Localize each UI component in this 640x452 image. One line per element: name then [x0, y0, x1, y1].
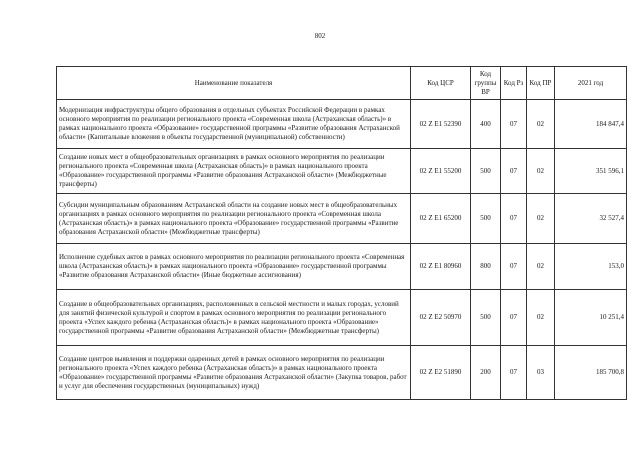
header-name: Наименование показателя	[57, 67, 411, 100]
row-pr: 02	[527, 244, 555, 290]
row-amount: 153,0	[555, 244, 627, 290]
row-csr: 02 Z E1 65200	[411, 194, 471, 244]
table-row	[57, 194, 627, 244]
row-pr: 02	[527, 100, 555, 149]
row-amount: 351 596,1	[555, 149, 627, 194]
row-rz: 07	[501, 290, 527, 346]
page-number: 802	[314, 32, 326, 40]
row-csr: 02 Z E1 55200	[411, 149, 471, 194]
row-csr: 02 Z E2 50970	[411, 290, 471, 346]
row-vr: 800	[471, 244, 501, 290]
row-rz: 07	[501, 194, 527, 244]
row-vr: 500	[471, 290, 501, 346]
row-csr: 02 Z E2 51890	[411, 346, 471, 400]
header-csr: Код ЦСР	[411, 67, 471, 100]
table-row	[57, 244, 627, 290]
row-name: Исполнение судебных актов в рамках основного мероприятия по реализации регионального проекта «Современная школа (Астраханская область)» в рамках национального проекта «Образование» государственной программы «Развитие образования Астраханской области» (Иные бюджетные ассигнования)	[57, 244, 411, 290]
row-name: Субсидии муниципальным образованиям Астраханской области на создание новых мест в общеобразовательных организациях в рамках основного мероприятия по реализации регионального проекта «Современная школа (Астраханская область)» в рамках национального проекта «Образование» государственной программы «Развитие образования Астраханской области» (Межбюджетные трансферты)	[57, 194, 411, 244]
row-vr: 500	[471, 149, 501, 194]
row-rz: 07	[501, 100, 527, 149]
row-amount: 184 847,4	[555, 100, 627, 149]
table-row	[57, 290, 627, 346]
row-amount: 185 700,8	[555, 346, 627, 400]
row-rz: 07	[501, 346, 527, 400]
row-rz: 07	[501, 244, 527, 290]
row-csr: 02 Z E1 80960	[411, 244, 471, 290]
row-pr: 02	[527, 194, 555, 244]
budget-table	[56, 66, 627, 400]
row-vr: 400	[471, 100, 501, 149]
row-csr: 02 Z E1 52390	[411, 100, 471, 149]
row-rz: 07	[501, 149, 527, 194]
row-pr: 02	[527, 149, 555, 194]
row-vr: 500	[471, 194, 501, 244]
header-pr: Код ПР	[527, 67, 555, 100]
row-pr: 02	[527, 290, 555, 346]
table-row	[57, 346, 627, 400]
row-name: Создание новых мест в общеобразовательных организациях в рамках основного мероприятия по реализации регионального проекта «Современная школа (Астраханская область)» в рамках национального проекта «Образование» государственной программы «Развитие образования Астраханской области» (Межбюджетные трансферты)	[57, 149, 411, 194]
row-name: Модернизация инфраструктуры общего образования в отдельных субъектах Российской Федерации в рамках основного мероприятия по реализации регионального проекта «Современная школа (Астраханская область)» в рамках национального проекта «Образование» государственной программы «Развитие образования Астраханской области» (Капитальные вложения в объекты государственной (муниципальной) собственности)	[57, 100, 411, 149]
table-header	[57, 67, 627, 100]
table-row	[57, 149, 627, 194]
table-row	[57, 100, 627, 149]
header-year: 2021 год	[555, 67, 627, 100]
header-vr: Код группы ВР	[471, 67, 501, 100]
row-pr: 03	[527, 346, 555, 400]
row-name: Создание центров выявления и поддержки одаренных детей в рамках основного мероприятия по реализации регионального проекта «Успех каждого ребенка (Астраханская область)» в рамках национального проекта «Образование» государственной программы «Развитие образования Астраханской области» (Закупка товаров, работ и услуг для обеспечения государственных (муниципальных) нужд)	[57, 346, 411, 400]
row-name: Создание в общеобразовательных организациях, расположенных в сельской местности и малых городах, условий для занятий физической культурой и спортом в рамках основного мероприятия по реализации регионального проекта «Успех каждого ребенка (Астраханская область)» в рамках национального проекта «Образование» государственной программы «Развитие образования Астраханской области» (Межбюджетные трансферты)	[57, 290, 411, 346]
row-amount: 10 251,4	[555, 290, 627, 346]
header-rz: Код Рз	[501, 67, 527, 100]
row-vr: 200	[471, 346, 501, 400]
row-amount: 32 527,4	[555, 194, 627, 244]
